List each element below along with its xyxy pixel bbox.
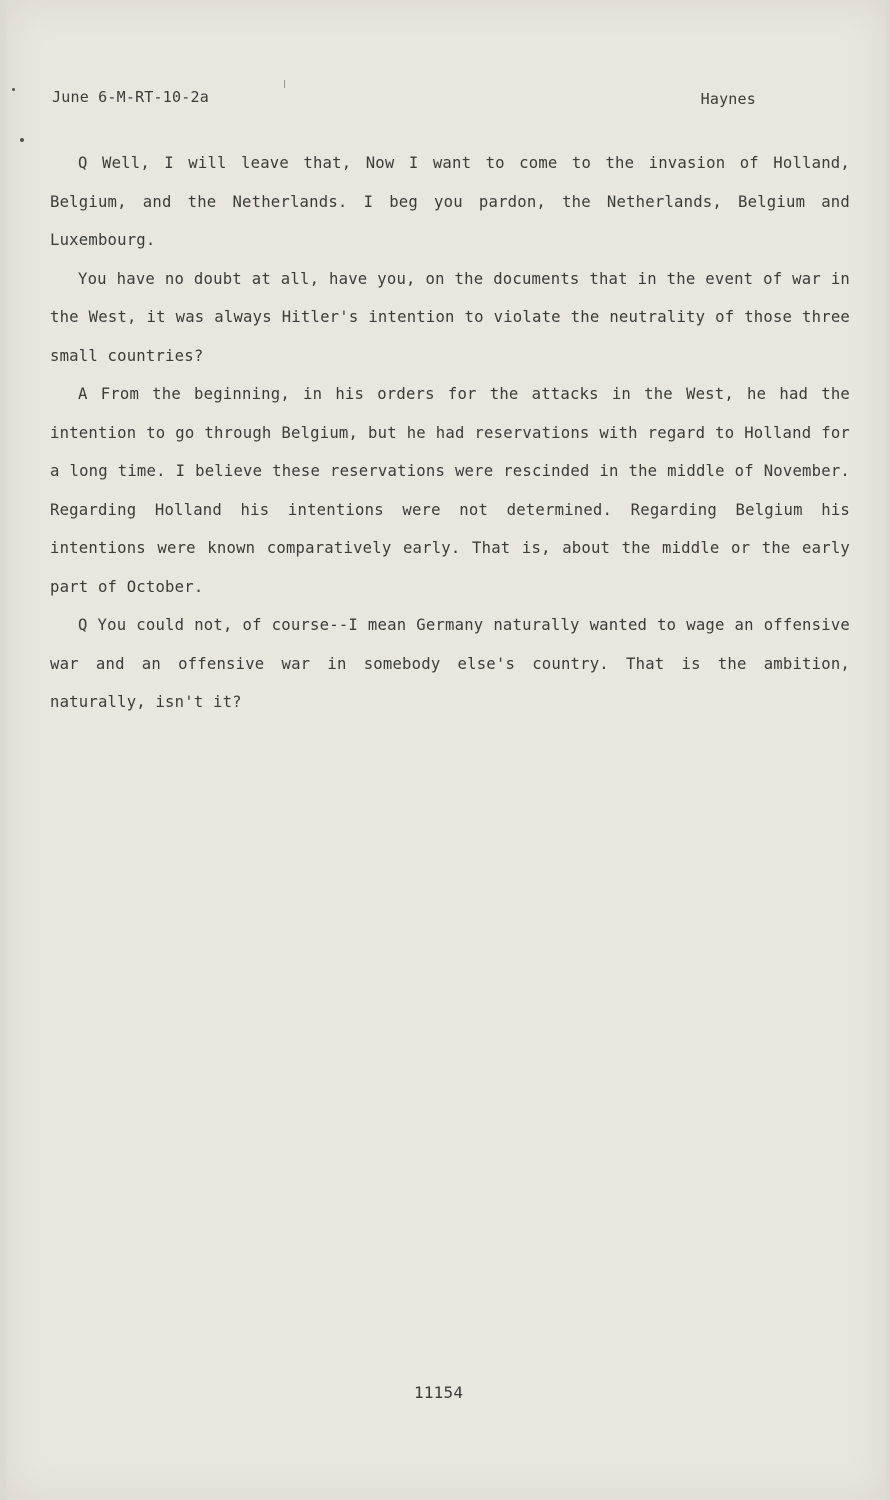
page-number: 11154: [414, 1383, 464, 1402]
transcript-paragraph: A From the beginning, in his orders for the attacks in the West, he had the intention to go through Belgium, but he had reservations with regard to Holland for a long time. I believe these reservations were rescinded in the middle of November. Regarding Holland his intentions were not determined. Regarding Belgium his intentions were known comparatively early. That is, about the middle or the early part of October.: [50, 385, 850, 596]
ink-speck: [20, 138, 24, 142]
document-reference: June 6-M-RT-10-2a: [52, 88, 209, 106]
transcript-paragraph: Q Well, I will leave that, Now I want to come to the invasion of Holland, Belgium, and the Netherlands. I beg you pardon, the Netherlands, Belgium and Luxembourg.: [50, 154, 850, 249]
speaker-name: Haynes: [700, 90, 756, 108]
paper-mark: [284, 80, 285, 88]
document-page: [6, 0, 886, 1500]
transcript-paragraph: You have no doubt at all, have you, on the documents that in the event of war in the West, it was always Hitler's intention to violate the neutrality of those three small countries?: [50, 269, 850, 365]
ink-speck: [12, 88, 15, 91]
transcript-body: [50, 144, 850, 722]
transcript-paragraph: Q You could not, of course--I mean Germany naturally wanted to wage an offensive war and an offensive war in somebody else's country. That is the ambition, naturally, isn't it?: [50, 616, 850, 711]
